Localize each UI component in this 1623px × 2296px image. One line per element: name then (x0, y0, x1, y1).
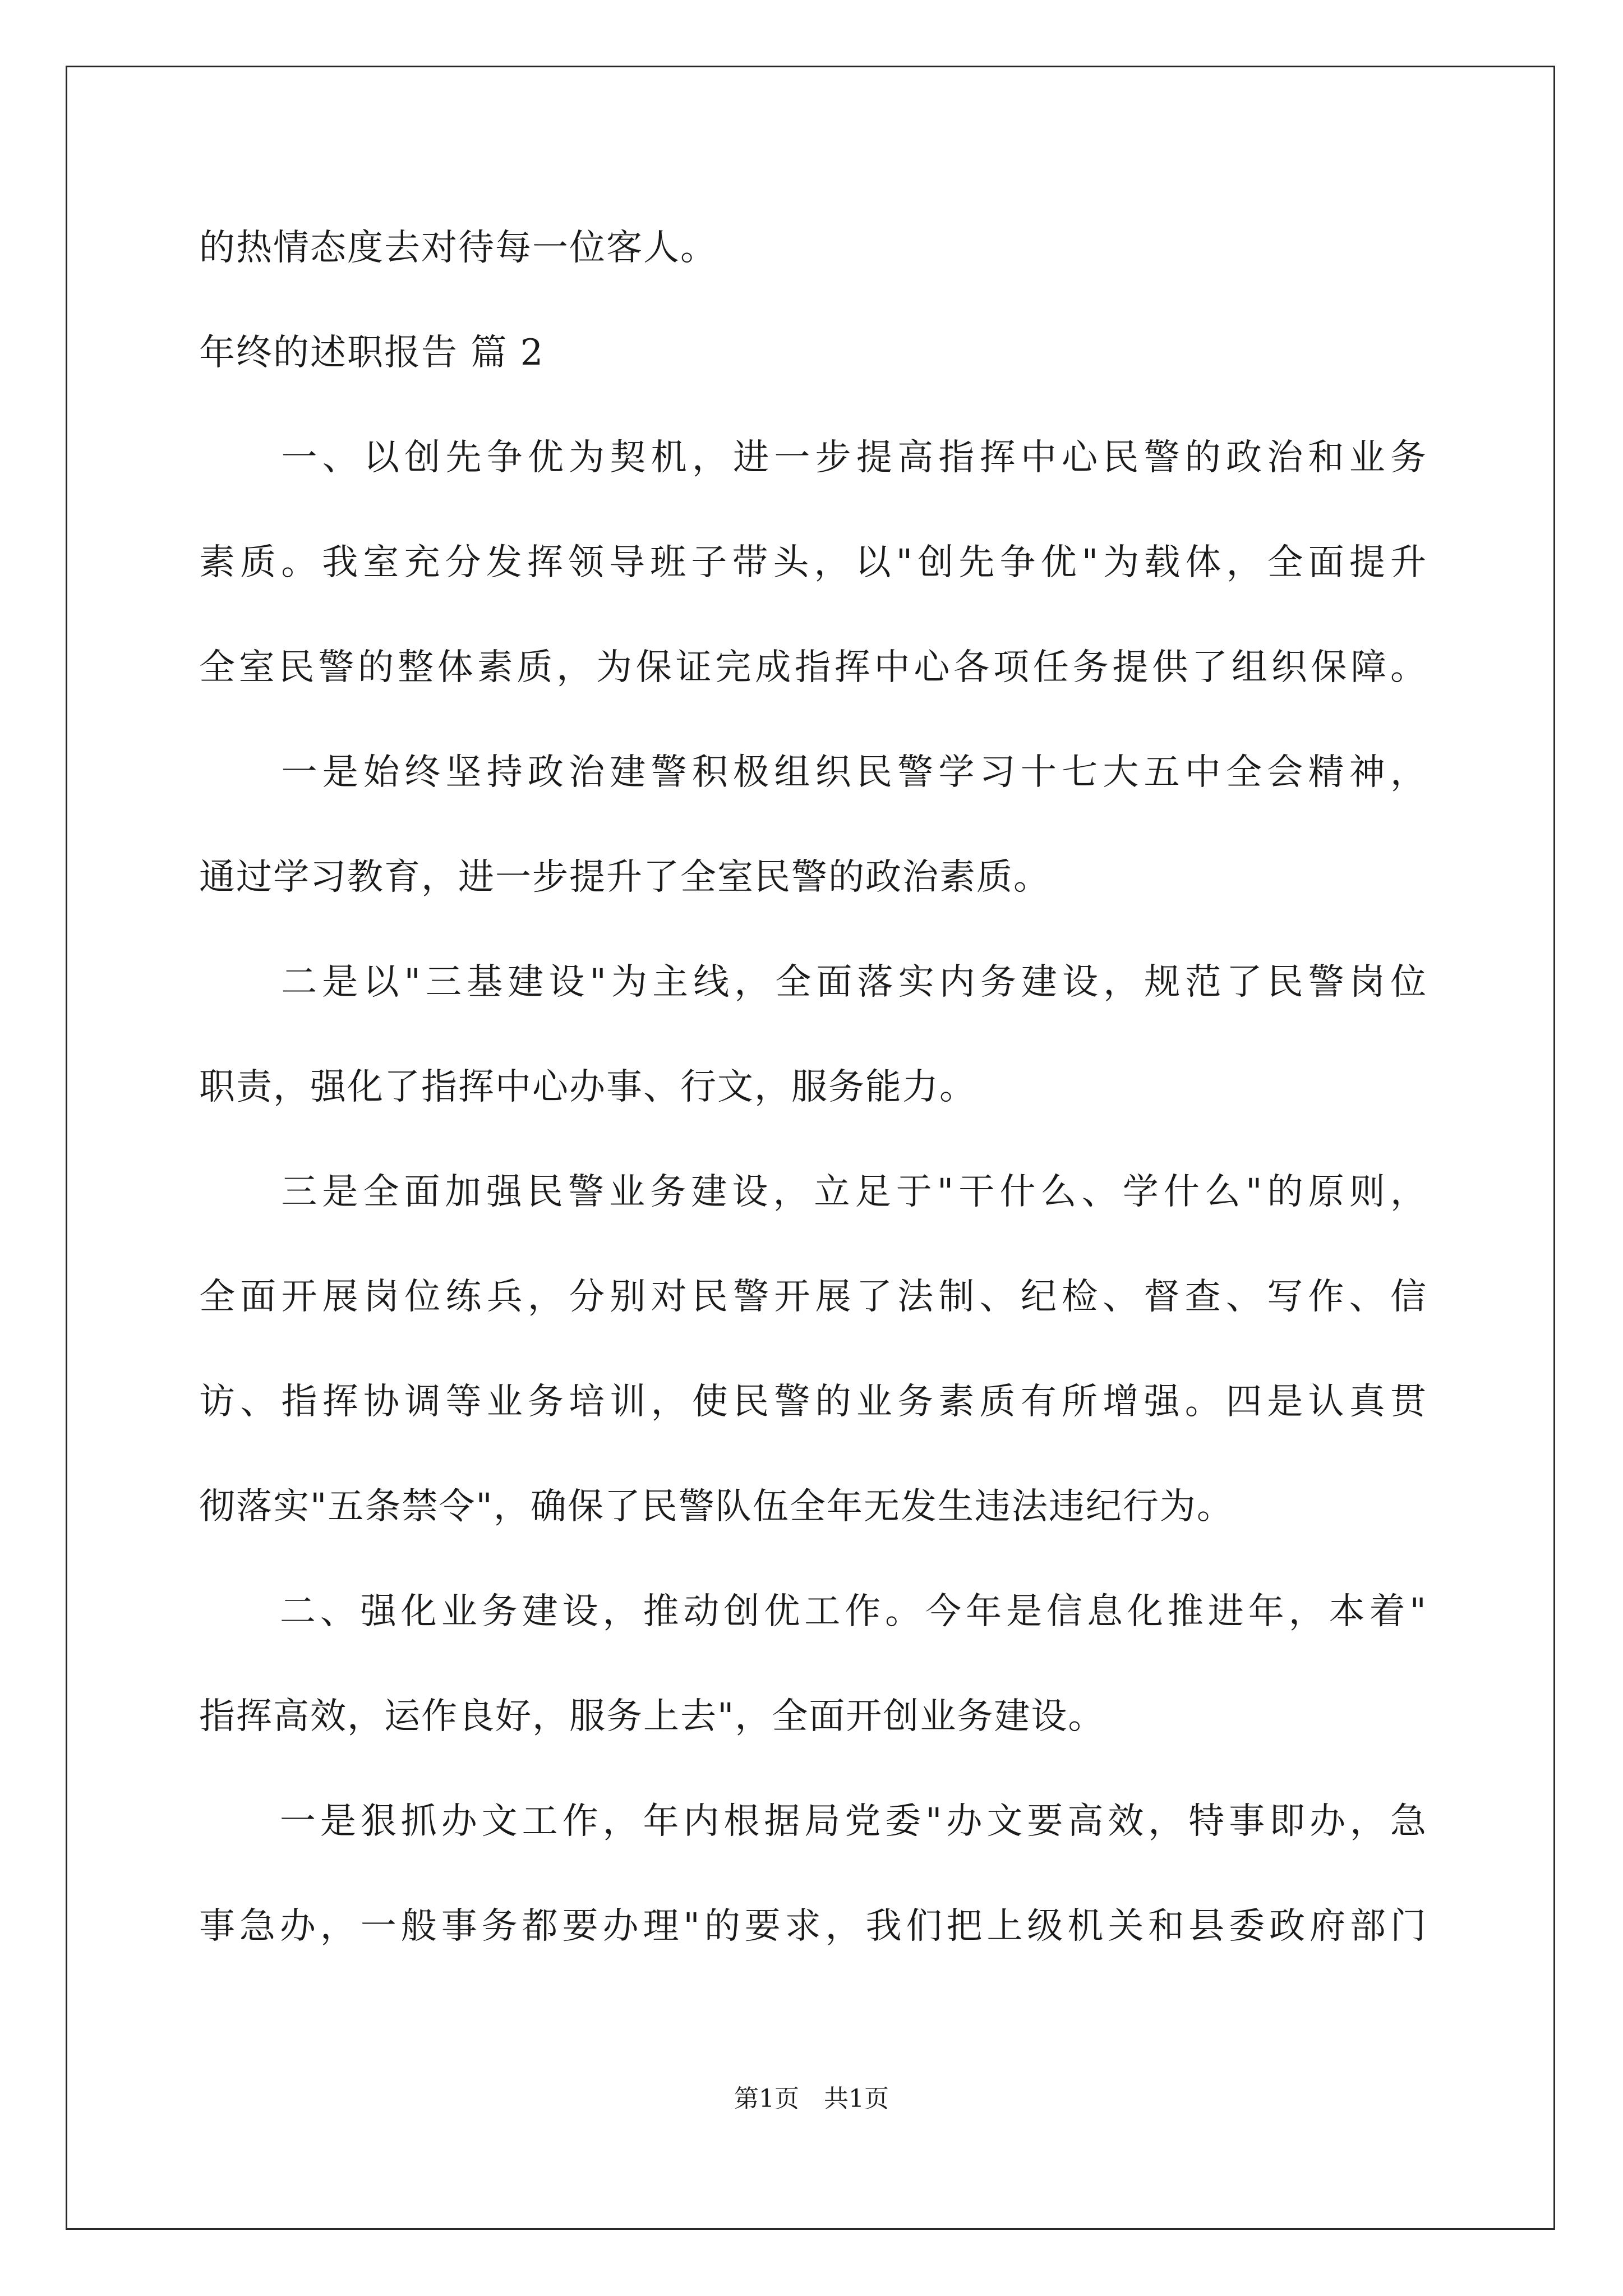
text-line: 一是狠抓办文工作，年内根据局党委"办文要高效，特事即办，急 (199, 1801, 1427, 1842)
text-line: 二是以"三基建设"为主线，全面落实内务建设，规范了民警岗位 (199, 961, 1427, 1003)
text-line: 全室民警的整体素质，为保证完成指挥中心各项任务提供了组织保障。 (199, 647, 1427, 688)
text-line: 一是始终坚持政治建警积极组织民警学习十七大五中全会精神， (199, 752, 1427, 793)
section-heading: 年终的述职报告 篇 2 (199, 332, 545, 374)
text-line: 事急办，一般事务都要办理"的要求，我们把上级机关和县委政府部门 (199, 1906, 1427, 1947)
text-line: 的热情态度去对待每一位客人。 (199, 227, 717, 269)
text-line: 二、强化业务建设，推动创优工作。今年是信息化推进年，本着" (199, 1591, 1427, 1632)
text-line: 一、以创先争优为契机，进一步提高指挥中心民警的政治和业务 (199, 437, 1427, 478)
text-line: 素质。我室充分发挥领导班子带头，以"创先争优"为载体，全面提升 (199, 542, 1427, 583)
text-line: 彻落实"五条禁令"，确保了民警队伍全年无发生违法违纪行为。 (199, 1486, 1234, 1527)
text-line: 访、指挥协调等业务培训，使民警的业务素质有所增强。四是认真贯 (199, 1381, 1427, 1423)
text-line: 三是全面加强民警业务建设，立足于"干什么、学什么"的原则， (199, 1171, 1427, 1213)
text-line: 通过学习教育，进一步提升了全室民警的政治素质。 (199, 857, 1050, 898)
text-line: 指挥高效，运作良好，服务上去"，全面开创业务建设。 (199, 1696, 1105, 1737)
text-line: 职责，强化了指挥中心办事、行文，服务能力。 (199, 1066, 976, 1108)
text-line: 全面开展岗位练兵，分别对民警开展了法制、纪检、督查、写作、信 (199, 1276, 1427, 1318)
page-footer: 第1页 共1页 (734, 2085, 889, 2113)
